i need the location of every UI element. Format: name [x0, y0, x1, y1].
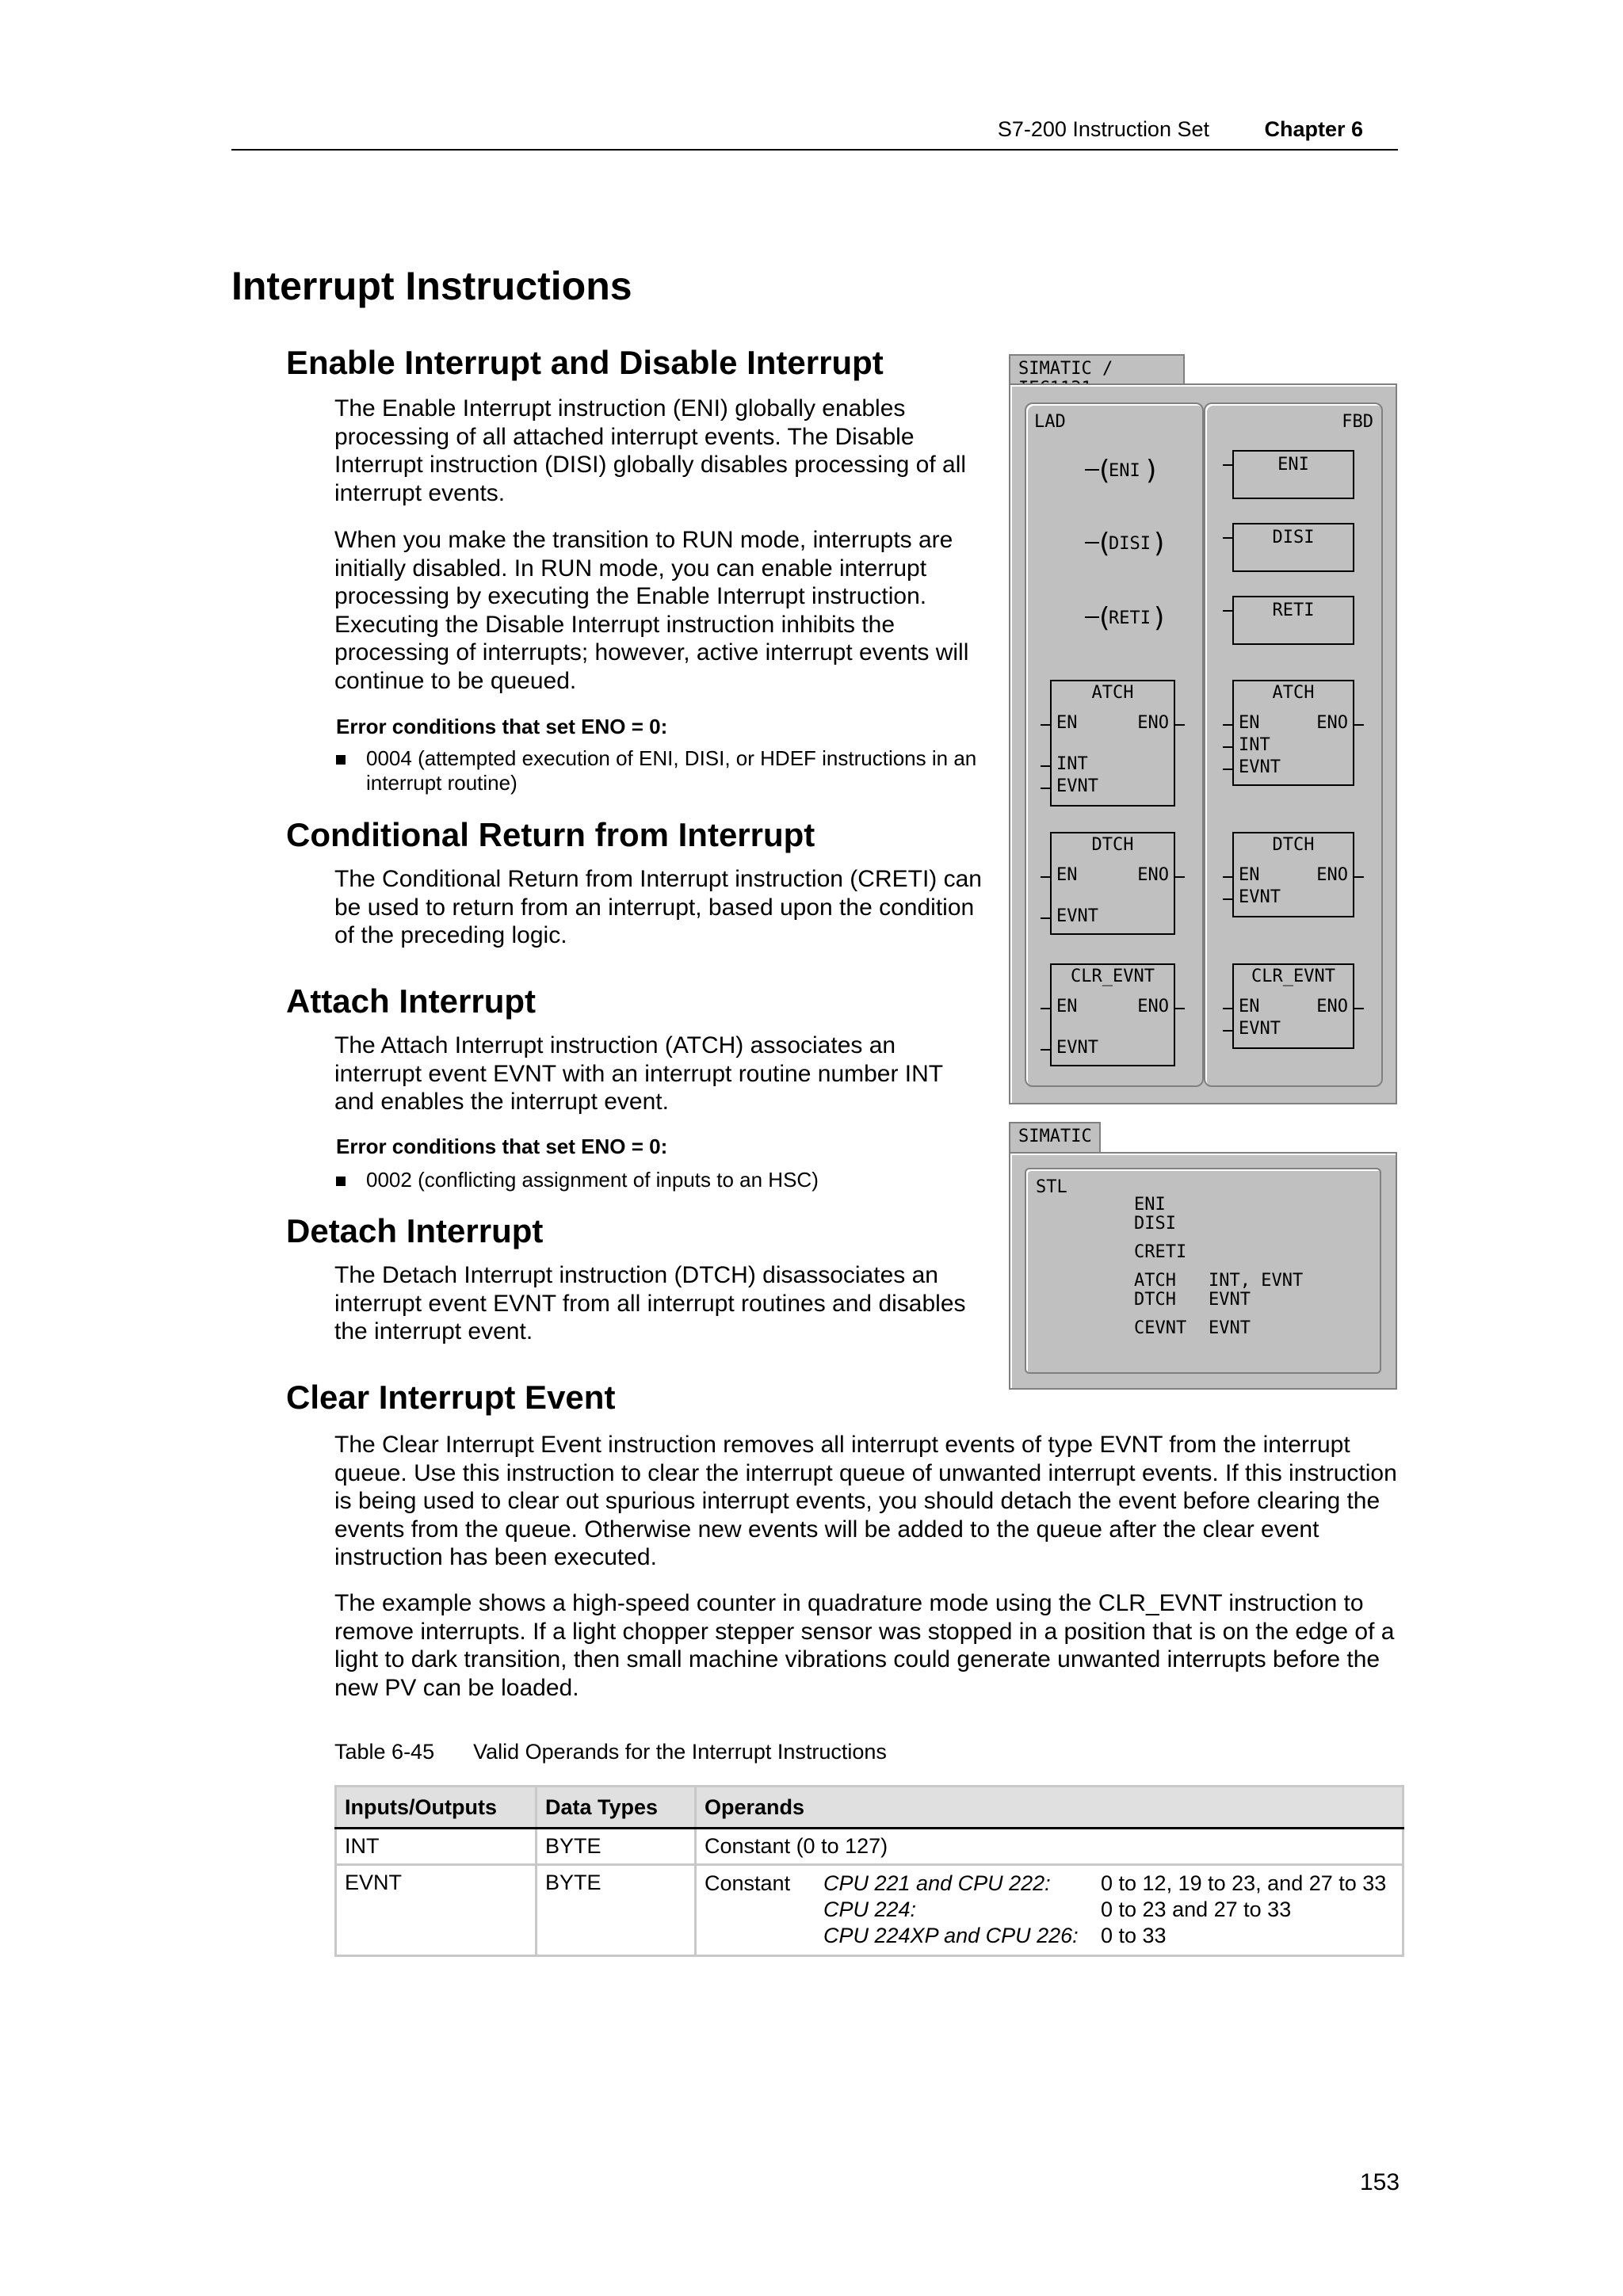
cpu-label: CPU 224:: [823, 1897, 917, 1921]
cpu-label: CPU 224XP and CPU 226:: [823, 1924, 1079, 1947]
pin-eno: ENO: [1137, 713, 1169, 733]
wire-in: [1223, 876, 1232, 878]
stl-panel: [1009, 1152, 1397, 1390]
coil-eni: [1085, 450, 1164, 490]
lad-fbd-panel: [1009, 383, 1397, 1104]
coil-paren-close: ): [1151, 602, 1168, 634]
clr-paragraph-1: The Clear Interrupt Event instruction removes all interrupt events of type EVNT from the interrupt queue. Use this instruction to clear the interrupt queue of unwanted interrupt events. If this instruction is being used to clear out spurious interrupt events, you should detach the event before clearing the events from the queue. Otherwise new events will be added to the queue after the clear event instruction has been executed.: [334, 1432, 1397, 1570]
table-row: [336, 1865, 1403, 1956]
section-title-clr: Clear Interrupt Event: [286, 1379, 616, 1416]
fbd-eni-box: [1232, 450, 1354, 499]
pin-int: INT: [1056, 754, 1088, 774]
section-title-eni-disi: Enable Interrupt and Disable Interrupt: [286, 344, 884, 381]
stl-label: STL: [1036, 1177, 1067, 1197]
fbd-atch-box: [1232, 680, 1354, 786]
pin-eno: ENO: [1137, 865, 1169, 885]
fbd-subpanel: [1204, 402, 1383, 1087]
wire-out: [1354, 1008, 1364, 1009]
cpu-range: 0 to 23 and 27 to 33: [1101, 1897, 1292, 1921]
stl-op-eni: ENI: [1134, 1195, 1166, 1215]
operand-constant: Constant: [705, 1871, 791, 1895]
pin-en: EN: [1056, 997, 1078, 1016]
bullet-square: [336, 755, 346, 765]
pin-en: EN: [1056, 713, 1078, 733]
stl-op-creti: CRETI: [1134, 1242, 1187, 1262]
header-chapter: Chapter 6: [1264, 117, 1363, 141]
atch-error-title: Error conditions that set ENO = 0:: [336, 1135, 668, 1158]
stl-subpanel: [1025, 1168, 1381, 1374]
pin-evnt: EVNT: [1056, 1038, 1098, 1058]
pin-en: EN: [1056, 865, 1078, 885]
wire-out: [1175, 876, 1185, 878]
box-title: DTCH: [1091, 835, 1134, 855]
cpu-range: 0 to 33: [1101, 1924, 1167, 1947]
pin-evnt: EVNT: [1056, 776, 1098, 796]
fbd-label: FBD: [1342, 412, 1373, 432]
clr-paragraph-2: The example shows a high-speed counter in quadrature mode using the CLR_EVNT instruction to remove interrupts. If a light chopper stepper sensor was stopped in a position that is on the edge of a light to dark transition, then small machine vibrations could generate unwanted interrupts before the new PV can be loaded.: [334, 1590, 1395, 1701]
section-title-atch: Attach Interrupt: [286, 982, 536, 1020]
coil-label: RETI: [1109, 608, 1151, 628]
pin-en: EN: [1239, 997, 1260, 1016]
pin-int: INT: [1239, 735, 1270, 755]
box-title: DISI: [1272, 528, 1315, 547]
table-header-row: [336, 1787, 1403, 1829]
header-io: Inputs/Outputs: [336, 1787, 537, 1829]
pin-en: EN: [1239, 865, 1260, 885]
coil-paren-open: (: [1096, 602, 1113, 634]
fbd-clr-evnt-box: [1232, 963, 1354, 1049]
wire-in: [1223, 769, 1232, 770]
eni-disi-paragraph-2: When you make the transition to RUN mode, interrupts are initially disabled. In RUN mode, you can enable interrupt processing by executing the Enable Interrupt instruction. Executing the Disable Interrupt instruction inhibits the processing of interrupts; however, active interrupt events will continue to be queued.: [334, 527, 969, 694]
wire-in: [1041, 876, 1050, 878]
pin-evnt: EVNT: [1239, 1019, 1281, 1039]
tab-label: SIMATIC: [1018, 1127, 1092, 1146]
coil-reti: [1085, 597, 1172, 637]
header-section: S7-200 Instruction Set: [997, 117, 1209, 141]
pin-evnt: EVNT: [1056, 906, 1098, 926]
lad-clr-evnt-box: [1050, 963, 1175, 1066]
box-title: ATCH: [1091, 683, 1134, 703]
wire-in: [1041, 724, 1050, 726]
cell-type: BYTE: [537, 1829, 696, 1865]
wire-in: [1041, 788, 1050, 789]
coil-disi: [1085, 523, 1172, 563]
tab-simatic[interactable]: [1009, 1122, 1101, 1152]
creti-paragraph: The Conditional Return from Interrupt instruction (CRETI) can be used to return from an interrupt, based upon the condition of the preceding logic.: [334, 866, 982, 948]
lad-dtch-box: [1050, 832, 1175, 935]
pin-eno: ENO: [1316, 865, 1348, 885]
box-title: CLR_EVNT: [1251, 967, 1335, 986]
pin-eno: ENO: [1316, 713, 1348, 733]
header-operands: Operands: [696, 1787, 1403, 1829]
stl-op-disi: DISI: [1134, 1214, 1176, 1234]
wire-in: [1223, 898, 1232, 900]
wire-in: [1223, 746, 1232, 748]
stl-arg-dtch: EVNT: [1209, 1290, 1251, 1310]
stl-op-atch: ATCH: [1134, 1271, 1176, 1291]
box-title: RETI: [1272, 601, 1315, 620]
cell-operands: Constant (0 to 127): [696, 1829, 1403, 1865]
fbd-disi-box: [1232, 523, 1354, 572]
bullet-square: [336, 1177, 346, 1186]
evnt-operands-grid: [705, 1871, 1394, 1949]
fbd-dtch-box: [1232, 832, 1354, 917]
wire-out: [1175, 724, 1185, 726]
table-caption-number: Table 6-45: [334, 1740, 435, 1764]
wire-out: [1354, 876, 1364, 878]
wire-in: [1223, 1030, 1232, 1032]
lad-label: LAD: [1034, 412, 1066, 432]
table-caption-text: Valid Operands for the Interrupt Instructions: [473, 1740, 887, 1764]
cell-io: EVNT: [336, 1865, 537, 1956]
wire-in: [1223, 724, 1232, 726]
wire-in: [1223, 1008, 1232, 1009]
coil-paren-open: (: [1096, 528, 1113, 559]
wire-out: [1354, 724, 1364, 726]
stl-op-dtch: DTCH: [1134, 1290, 1176, 1310]
stl-op-cevnt: CEVNT: [1134, 1318, 1187, 1338]
box-title: ENI: [1277, 455, 1309, 475]
tab-label: SIMATIC /: [1018, 359, 1113, 379]
cell-type: BYTE: [537, 1865, 696, 1956]
coil-paren-close: ): [1144, 455, 1160, 486]
cell-io: INT: [336, 1829, 537, 1865]
dtch-paragraph: The Detach Interrupt instruction (DTCH) disassociates an interrupt event EVNT from all interrupt routines and disables the interrupt event.: [334, 1262, 966, 1344]
coil-paren-open: (: [1096, 455, 1113, 486]
cpu-range: 0 to 12, 19 to 23, and 27 to 33: [1101, 1871, 1387, 1895]
section-title-creti: Conditional Return from Interrupt: [286, 816, 815, 853]
pin-eno: ENO: [1316, 997, 1348, 1016]
coil-paren-close: ): [1151, 528, 1168, 559]
wire-in: [1041, 1008, 1050, 1009]
table-caption: [334, 1740, 887, 1764]
lad-atch-box: [1050, 680, 1175, 807]
pin-evnt: EVNT: [1239, 887, 1281, 907]
eni-disi-error-title: Error conditions that set ENO = 0:: [336, 715, 668, 738]
pin-en: EN: [1239, 713, 1260, 733]
stl-arg-atch: INT, EVNT: [1209, 1271, 1304, 1291]
lad-subpanel: [1025, 402, 1204, 1087]
operands-table: [334, 1785, 1404, 1957]
stl-arg-cevnt: EVNT: [1209, 1318, 1251, 1338]
wire-in: [1223, 537, 1232, 539]
coil-label: DISI: [1109, 534, 1151, 554]
pin-eno: ENO: [1137, 997, 1169, 1016]
wire-in: [1041, 917, 1050, 919]
box-title: ATCH: [1272, 683, 1315, 703]
running-header: [231, 114, 1398, 151]
header-data-types: Data Types: [537, 1787, 696, 1829]
box-title: CLR_EVNT: [1071, 967, 1155, 986]
atch-error-text: 0002 (conflicting assignment of inputs to an HSC): [366, 1168, 819, 1192]
page-number: 153: [1360, 2169, 1400, 2195]
eni-disi-error-text: 0004 (attempted execution of ENI, DISI, or HDEF instructions in an interrupt routine): [366, 746, 977, 795]
fbd-reti-box: [1232, 596, 1354, 645]
pin-evnt: EVNT: [1239, 757, 1281, 777]
atch-paragraph: The Attach Interrupt instruction (ATCH) associates an interrupt event EVNT with an interrupt routine number INT and enables the interrupt event.: [334, 1032, 943, 1115]
tab-simatic-iec1131[interactable]: [1009, 354, 1185, 384]
coil-label: ENI: [1109, 461, 1140, 481]
wire-in: [1041, 1049, 1050, 1051]
page-title: Interrupt Instructions: [231, 264, 632, 308]
wire-in: [1041, 765, 1050, 767]
box-title: DTCH: [1272, 835, 1315, 855]
section-title-dtch: Detach Interrupt: [286, 1212, 544, 1249]
wire-in: [1223, 610, 1232, 612]
cpu-label: CPU 221 and CPU 222:: [823, 1871, 1051, 1895]
cell-operands: [696, 1865, 1403, 1956]
table-row: [336, 1829, 1403, 1865]
wire-in: [1223, 464, 1232, 466]
wire-out: [1175, 1008, 1185, 1009]
eni-disi-paragraph-1: The Enable Interrupt instruction (ENI) globally enables processing of all attached interrupt events. The Disable Interrupt instruction (DISI) globally disables processing of all interrupt events.: [334, 395, 967, 506]
